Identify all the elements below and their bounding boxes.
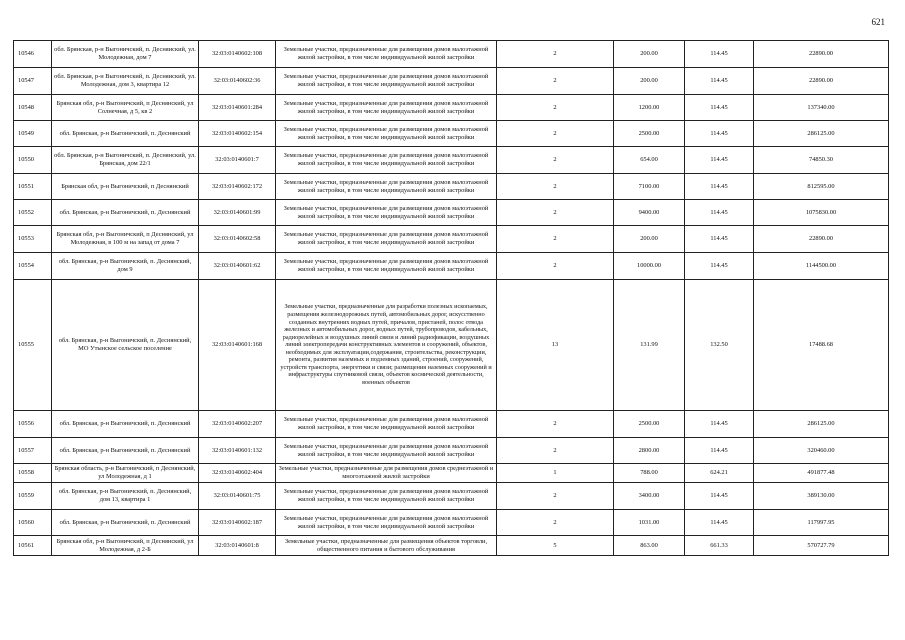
table-row (14, 438, 889, 464)
address-cell: Брянская обл, р-н Выгоничский, п Деснянский, ул Молодежная, д 2-Б (52, 536, 199, 556)
cadastral-number-cell: 32:03:0140602:172 (199, 174, 276, 200)
table-row (14, 41, 889, 68)
cadastral-number-cell: 32:03:0140602:58 (199, 226, 276, 253)
row-number-cell: 10558 (14, 464, 52, 483)
cadastral-number-cell: 32:03:0140601:132 (199, 438, 276, 464)
address-cell: обл. Брянская, р-н Выгоничский, п. Деснянский, МО Утынское сельское поселение (52, 280, 199, 411)
area-cell: 3400.00 (614, 483, 685, 510)
use-group-cell: 2 (497, 41, 614, 68)
land-use-cell: Земельные участки, предназначенные для размещения домов малоэтажной жилой застройки, в том числе индивидуальной жилой застройки (276, 95, 497, 121)
table-row (14, 174, 889, 200)
row-number-cell: 10554 (14, 253, 52, 280)
specific-value-cell: 661.33 (685, 536, 754, 556)
row-number-cell: 10551 (14, 174, 52, 200)
cadastral-value-cell: 1075830.00 (754, 200, 889, 226)
address-cell: Брянская обл, р-н Выгоничский, п Деснянский, ул Солнечная, д 5, кв 2 (52, 95, 199, 121)
area-cell: 200.00 (614, 226, 685, 253)
table-row (14, 95, 889, 121)
land-use-cell: Земельные участки, предназначенные для размещения домов среднеэтажной и многоэтажной жилой застройки (276, 464, 497, 483)
cadastral-value-cell: 22890.00 (754, 226, 889, 253)
cadastral-value-cell: 491877.48 (754, 464, 889, 483)
use-group-cell: 2 (497, 253, 614, 280)
specific-value-cell: 624.21 (685, 464, 754, 483)
row-number-cell: 10555 (14, 280, 52, 411)
table-row (14, 510, 889, 536)
table-body (14, 41, 889, 556)
table-row (14, 147, 889, 174)
area-cell: 1031.00 (614, 510, 685, 536)
table-row (14, 411, 889, 438)
land-use-cell: Земельные участки, предназначенные для размещения домов малоэтажной жилой застройки, в том числе индивидуальной жилой застройки (276, 174, 497, 200)
row-number-cell: 10561 (14, 536, 52, 556)
use-group-cell: 2 (497, 174, 614, 200)
specific-value-cell: 114.45 (685, 510, 754, 536)
land-use-cell: Земельные участки, предназначенные для размещения домов малоэтажной жилой застройки, в том числе индивидуальной жилой застройки (276, 411, 497, 438)
address-cell: Брянская обл, р-н Выгоничский, п Деснянский (52, 174, 199, 200)
table-row (14, 483, 889, 510)
table-row (14, 464, 889, 483)
cadastral-value-table (13, 40, 889, 556)
row-number-cell: 10559 (14, 483, 52, 510)
area-cell: 2500.00 (614, 121, 685, 147)
land-use-cell: Земельные участки, предназначенные для размещения домов малоэтажной жилой застройки, в том числе индивидуальной жилой застройки (276, 253, 497, 280)
land-use-cell: Земельные участки, предназначенные для размещения домов малоэтажной жилой застройки, в том числе индивидуальной жилой застройки (276, 438, 497, 464)
cadastral-value-cell: 812595.00 (754, 174, 889, 200)
cadastral-number-cell: 32:03:0140602:207 (199, 411, 276, 438)
specific-value-cell: 114.45 (685, 68, 754, 95)
use-group-cell: 2 (497, 147, 614, 174)
specific-value-cell: 114.45 (685, 147, 754, 174)
address-cell: обл. Брянская, р-н Выгоничский, п. Десняиский, ул. Молодежная, дом 7 (52, 41, 199, 68)
address-cell: обл. Брянская, р-н Выгоничский, п. Деснянский, дом 13, квартира 1 (52, 483, 199, 510)
row-number-cell: 10556 (14, 411, 52, 438)
specific-value-cell: 114.45 (685, 121, 754, 147)
land-use-cell: Земельные участки, предназначенные для размещения объектов торговли, общественного питания и бытового обслуживания (276, 536, 497, 556)
cadastral-value-cell: 74850.30 (754, 147, 889, 174)
land-use-cell: Земельные участки, предназначенные для размещения домов малоэтажной жилой застройки, в том числе индивидуальной жилой застройки (276, 147, 497, 174)
cadastral-value-cell: 17488.68 (754, 280, 889, 411)
area-cell: 200.00 (614, 68, 685, 95)
cadastral-value-cell: 137340.00 (754, 95, 889, 121)
land-use-cell: Земельные участки, предназначенные для размещения домов малоэтажной жилой застройки, в том числе индивидуальной жилой застройки (276, 41, 497, 68)
land-use-cell: Земельные участки, предназначенные для размещения домов малоэтажной жилой застройки, в том числе индивидуальной жилой застройки (276, 200, 497, 226)
cadastral-number-cell: 32:03:0140601:75 (199, 483, 276, 510)
cadastral-number-cell: 32:03:0140601:168 (199, 280, 276, 411)
land-use-cell: Земельные участки, предназначенные для размещения домов малоэтажной жилой застройки, в том числе индивидуальной жилой застройки (276, 483, 497, 510)
use-group-cell: 5 (497, 536, 614, 556)
use-group-cell: 1 (497, 464, 614, 483)
address-cell: обл. Брянская, р-н Выгоничский, п. Деснянский (52, 200, 199, 226)
specific-value-cell: 132.50 (685, 280, 754, 411)
use-group-cell: 2 (497, 200, 614, 226)
area-cell: 9400.00 (614, 200, 685, 226)
area-cell: 10000.00 (614, 253, 685, 280)
row-number-cell: 10552 (14, 200, 52, 226)
table-row (14, 226, 889, 253)
land-use-cell: Земельные участки, предназначенные для размещения домов малоэтажной жилой застройки, в том числе индивидуальной жилой застройки (276, 121, 497, 147)
area-cell: 863.00 (614, 536, 685, 556)
area-cell: 131.99 (614, 280, 685, 411)
address-cell: обл. Брянская, р-н Выгоничский, п. Десняиский, ул. Молодежная, дом 3, квартира 12 (52, 68, 199, 95)
cadastral-number-cell: 32:03:0140601:284 (199, 95, 276, 121)
address-cell: обл. Брянская, р-н Выгоничский, п. Деснянский (52, 121, 199, 147)
cadastral-value-cell: 22890.00 (754, 68, 889, 95)
row-number-cell: 10546 (14, 41, 52, 68)
cadastral-value-cell: 286125.00 (754, 411, 889, 438)
row-number-cell: 10547 (14, 68, 52, 95)
specific-value-cell: 114.45 (685, 226, 754, 253)
address-cell: обл. Брянская, р-н Выгоничский, п. Деснянский, дом 9 (52, 253, 199, 280)
specific-value-cell: 114.45 (685, 95, 754, 121)
row-number-cell: 10553 (14, 226, 52, 253)
cadastral-number-cell: 32:03:0140602:108 (199, 41, 276, 68)
land-use-cell: Земельные участки, предназначенные для размещения домов малоэтажной жилой застройки, в том числе индивидуальной жилой застройки (276, 226, 497, 253)
area-cell: 200.00 (614, 41, 685, 68)
address-cell: обл. Брянская, р-н Выгоничский, п. Деснянский (52, 510, 199, 536)
row-number-cell: 10548 (14, 95, 52, 121)
cadastral-number-cell: 32:03:0140602:404 (199, 464, 276, 483)
row-number-cell: 10550 (14, 147, 52, 174)
address-cell: обл. Брянская, р-н Выгоничский, п. Деснянский, ул. Брянская, дом 22/1 (52, 147, 199, 174)
area-cell: 1200.00 (614, 95, 685, 121)
cadastral-value-cell: 117997.95 (754, 510, 889, 536)
land-use-cell: Земельные участки, предназначенные для размещения домов малоэтажной жилой застройки, в том числе индивидуальной жилой застройки (276, 68, 497, 95)
use-group-cell: 2 (497, 121, 614, 147)
land-use-cell: Земельные участки, предназначенные для размещения домов малоэтажной жилой застройки, в том числе индивидуальной жилой застройки (276, 510, 497, 536)
row-number-cell: 10557 (14, 438, 52, 464)
cadastral-value-cell: 1144500.00 (754, 253, 889, 280)
area-cell: 2500.00 (614, 411, 685, 438)
use-group-cell: 2 (497, 411, 614, 438)
cadastral-number-cell: 32:03:0140601:62 (199, 253, 276, 280)
specific-value-cell: 114.45 (685, 41, 754, 68)
cadastral-value-cell: 320460.00 (754, 438, 889, 464)
cadastral-number-cell: 32:03:0140602:187 (199, 510, 276, 536)
area-cell: 2800.00 (614, 438, 685, 464)
cadastral-number-cell: 32:03:0140601:7 (199, 147, 276, 174)
row-number-cell: 10549 (14, 121, 52, 147)
cadastral-number-cell: 32:03:0140602:36 (199, 68, 276, 95)
table-row (14, 253, 889, 280)
table-row (14, 536, 889, 556)
page-number: 621 (871, 17, 885, 27)
specific-value-cell: 114.45 (685, 411, 754, 438)
use-group-cell: 2 (497, 510, 614, 536)
specific-value-cell: 114.45 (685, 438, 754, 464)
use-group-cell: 2 (497, 438, 614, 464)
cadastral-value-cell: 389130.00 (754, 483, 889, 510)
cadastral-number-cell: 32:03:0140602:154 (199, 121, 276, 147)
address-cell: обл. Брянская, р-н Выгоничский, п. Деснянский (52, 438, 199, 464)
specific-value-cell: 114.45 (685, 253, 754, 280)
specific-value-cell: 114.45 (685, 174, 754, 200)
specific-value-cell: 114.45 (685, 483, 754, 510)
area-cell: 654.00 (614, 147, 685, 174)
cadastral-value-cell: 22890.00 (754, 41, 889, 68)
area-cell: 7100.00 (614, 174, 685, 200)
table-row (14, 200, 889, 226)
use-group-cell: 2 (497, 226, 614, 253)
cadastral-value-cell: 286125.00 (754, 121, 889, 147)
cadastral-number-cell: 32:03:0140601:8 (199, 536, 276, 556)
row-number-cell: 10560 (14, 510, 52, 536)
use-group-cell: 2 (497, 483, 614, 510)
table-row (14, 280, 889, 411)
table-row (14, 121, 889, 147)
cadastral-value-cell: 570727.79 (754, 536, 889, 556)
address-cell: Брянская обл, р-н Выгоничский, п Деснянский, ул Молодежная, в 100 м на запад от дома 7 (52, 226, 199, 253)
table-row (14, 68, 889, 95)
cadastral-number-cell: 32:03:0140601:99 (199, 200, 276, 226)
area-cell: 788.00 (614, 464, 685, 483)
use-group-cell: 13 (497, 280, 614, 411)
use-group-cell: 2 (497, 68, 614, 95)
address-cell: Брянская область, р-н Выгоничский, п Деснянский, ул Молодежная, д 1 (52, 464, 199, 483)
address-cell: обл. Брянская, р-н Выгоничский, п. Деснянский (52, 411, 199, 438)
use-group-cell: 2 (497, 95, 614, 121)
land-use-cell: Земельные участки, предназначенные для разработки полезных ископаемых, размещения железнодорожных путей, автомобильных дорог, искусственно созданных внутренних водных путей, причалов, пристаней, полос отвода железных и автомобильных дорог, водных путей, трубопроводов, кабельных, радиорелейных и воздушных линий связи и линий радиофикации, воздушных линий электропередачи конструктивных элементов и сооружений, объектов, необходимых для эксплуатации,содержания, строительства, реконструкции, ремонта, развития наземных и подземных зданий, строений, сооружений, устройств транспорта, энергетики и связи; размещения наземных сооружений и инфраструктуры спутниковой связи, объектов космической деятельности, военных объектов (276, 280, 497, 411)
specific-value-cell: 114.45 (685, 200, 754, 226)
